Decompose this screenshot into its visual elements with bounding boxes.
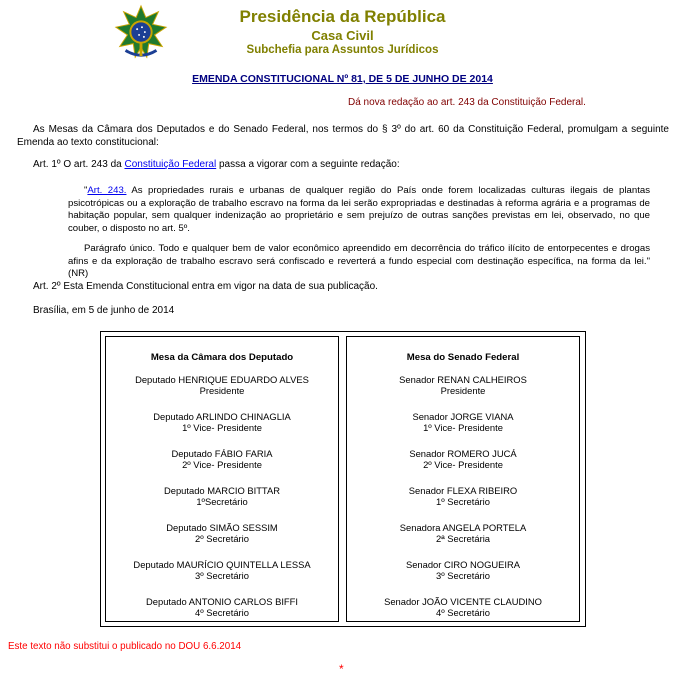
camara-signatory [106, 448, 338, 485]
subchefia-heading: Subchefia para Assuntos Jurídicos [246, 44, 439, 56]
signatory-role: 2º Vice- Presidente [423, 459, 503, 470]
signatory-name: Deputado FÁBIO FARIA [171, 448, 273, 459]
camara-signatory [106, 596, 338, 633]
art-243-link[interactable]: Art. 243. [87, 185, 127, 196]
article-1-text-end: passa a vigorar com a seguinte redação: [216, 159, 400, 170]
signatory-name: Senador FLEXA RIBEIRO [408, 485, 518, 496]
signatory-name: Deputado HENRIQUE EDUARDO ALVES [135, 374, 309, 385]
signatory-name: Deputado ANTONIO CARLOS BIFFI [146, 596, 298, 607]
camara-column [105, 336, 339, 622]
page-header [0, 0, 685, 70]
signatory-name: Deputado MARCIO BITTAR [163, 485, 280, 496]
signatory-role: 4º Secretário [195, 607, 249, 618]
signatory-role: 2º Vice- Presidente [182, 459, 262, 470]
date-line: Brasília, em 5 de junho de 2014 [33, 305, 175, 316]
signatory-role: 3º Secretário [195, 570, 249, 581]
signatory-role: 1º Vice- Presidente [182, 422, 262, 433]
senado-signatory [347, 448, 579, 485]
quote-open-mark: " [84, 185, 88, 196]
signatory-name: Senador JORGE VIANA [412, 411, 514, 422]
presidency-heading: Presidência da República [239, 7, 446, 26]
signatory-role: 3º Secretário [436, 570, 490, 581]
article-2-paragraph: Art. 2º Esta Emenda Constitucional entra em vigor na data de sua publicação. [33, 281, 378, 292]
signatory-role: 1ºSecretário [196, 496, 248, 507]
preamble-paragraph: As Mesas da Câmara dos Deputados e do Senado Federal, nos termos do § 3º do art. 60 da Constituição Federal, promulgam a seguinte Emenda ao texto constitucional: [17, 124, 669, 148]
senado-signatory [347, 522, 579, 559]
casa-civil-heading: Casa Civil [311, 28, 374, 43]
publication-disclaimer: Este texto não substitui o publicado no DOU 6.6.2014 [8, 641, 242, 652]
signatory-role: 1º Secretário [436, 496, 490, 507]
senado-signatory [347, 559, 579, 596]
article-1-text: Art. 1º O art. 243 da [33, 159, 125, 170]
signatory-role: 1º Vice- Presidente [423, 422, 503, 433]
constituicao-federal-link[interactable]: Constituição Federal [124, 159, 217, 170]
signatory-name: Deputado ARLINDO CHINAGLIA [153, 411, 291, 422]
signatory-role: 2º Secretário [195, 533, 249, 544]
senado-column [346, 336, 580, 622]
footer-asterisk: * [339, 662, 344, 676]
camara-heading: Mesa da Câmara dos Deputado [150, 352, 294, 363]
camara-signatory [106, 559, 338, 596]
signatory-name: Senador CIRO NOGUEIRA [405, 559, 521, 570]
signatory-role: 2ª Secretária [435, 533, 491, 544]
signatory-role: Presidente [199, 385, 245, 396]
senado-signatory [347, 596, 579, 633]
senado-signatory [347, 374, 579, 411]
senado-signatory [347, 485, 579, 522]
senado-heading: Mesa do Senado Federal [406, 352, 520, 363]
article-243-paragrafo-unico: Parágrafo único. Todo e qualquer bem de valor econômico apreendido em decorrência do tráfico ilícito de entorpecentes e drogas afins e da exploração de trabalho escravo será confiscado e reverterá a fundo especial com destinação específica, na forma da lei." (NR) [68, 243, 650, 279]
document-title: EMENDA CONSTITUCIONAL Nº 81, DE 5 DE JUNHO DE 2014 [192, 73, 493, 85]
signatory-role: Presidente [440, 385, 486, 396]
signatory-name: Senador RENAN CALHEIROS [399, 374, 527, 385]
signatory-name: Deputado SIMÃO SESSIM [166, 522, 278, 533]
ementa-text: Dá nova redação ao art. 243 da Constituição Federal. [348, 97, 586, 108]
signatory-role: 4º Secretário [436, 607, 490, 618]
article-243-caput [68, 185, 650, 235]
camara-signatory [106, 485, 338, 522]
article-243-caput-text: As propriedades rurais e urbanas de qualquer região do País onde forem localizadas culturas ilegais de plantas psicotrópicas ou a exploração de trabalho escravo na forma da lei serão expropriadas e destinadas à reforma agrária e a programas de habitação popular, sem qualquer indenização ao proprietário e sem prejuízo de outras sanções previstas em lei, observado, no que couber, o disposto no art. 5º. [68, 185, 650, 234]
signatory-name: Deputado MAURÍCIO QUINTELLA LESSA [133, 559, 311, 570]
camara-signatory [106, 374, 338, 411]
signatory-name: Senador ROMERO JUCÁ [409, 448, 517, 459]
senado-signatory [347, 411, 579, 448]
article-1-paragraph [17, 159, 669, 172]
camara-signatory [106, 411, 338, 448]
signatory-name: Senador JOÃO VICENTE CLAUDINO [384, 596, 542, 607]
signatures-table [100, 331, 586, 627]
camara-signatory [106, 522, 338, 559]
signatory-name: Senadora ANGELA PORTELA [399, 522, 527, 533]
